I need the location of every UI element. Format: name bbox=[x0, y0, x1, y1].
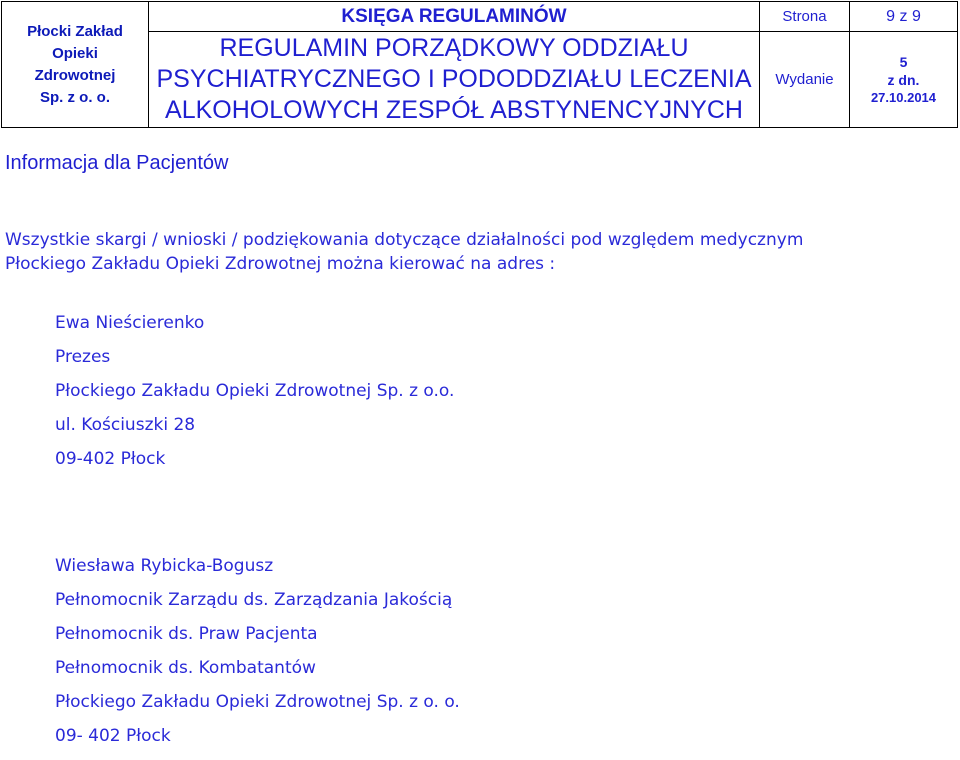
regulation-title-line: ALKOHOLOWYCH ZESPÓŁ ABSTYNENCYJNYCH bbox=[165, 96, 743, 124]
section-title: Informacja dla Pacjentów bbox=[5, 152, 229, 174]
edition-date-prefix: z dn. bbox=[887, 71, 920, 88]
contact-block-president bbox=[55, 313, 454, 483]
contact-line: Płockiego Zakładu Opieki Zdrowotnej Sp. z o. o. bbox=[55, 692, 460, 712]
contact-line: ul. Kościuszki 28 bbox=[55, 415, 196, 435]
regulation-title-line: PSYCHIATRYCZNEGO I PODODDZIAŁU LECZENIA bbox=[156, 65, 752, 93]
page-label: Strona bbox=[760, 2, 850, 32]
page-number: 9 z 9 bbox=[850, 2, 958, 32]
edition-number: 5 bbox=[899, 53, 908, 70]
contact-line: 09-402 Płock bbox=[55, 449, 166, 469]
org-line: Sp. z o. o. bbox=[40, 88, 110, 106]
contact-line: Pełnomocnik ds. Praw Pacjenta bbox=[55, 624, 318, 644]
contact-line: Pełnomocnik Zarządu ds. Zarządzania Jakością bbox=[55, 590, 453, 610]
contact-block-plenipotentiary bbox=[55, 556, 460, 760]
intro-line: Wszystkie skargi / wnioski / podziękowania dotyczące działalności pod względem medycznym bbox=[5, 230, 804, 250]
contact-line: 09- 402 Płock bbox=[55, 726, 171, 746]
organization-name-cell bbox=[2, 2, 149, 128]
regulation-title-cell bbox=[149, 32, 760, 128]
contact-line: Płockiego Zakładu Opieki Zdrowotnej Sp. z o.o. bbox=[55, 381, 455, 401]
contact-line: Prezes bbox=[55, 347, 111, 367]
edition-cell bbox=[850, 32, 958, 128]
intro-line: Płockiego Zakładu Opieki Zdrowotnej można kierować na adres : bbox=[5, 254, 556, 274]
document-header-table bbox=[1, 1, 958, 128]
intro-text bbox=[5, 228, 945, 276]
contact-line: Ewa Nieścierenko bbox=[55, 313, 205, 333]
book-title: KSIĘGA REGULAMINÓW bbox=[149, 2, 760, 32]
edition-date: 27.10.2014 bbox=[870, 89, 937, 105]
edition-label: Wydanie bbox=[760, 32, 850, 128]
org-line: Opieki bbox=[52, 44, 98, 62]
org-line: Zdrowotnej bbox=[34, 66, 116, 84]
org-line: Płocki Zakład bbox=[27, 22, 123, 40]
contact-line: Wiesława Rybicka-Bogusz bbox=[55, 556, 274, 576]
contact-line: Pełnomocnik ds. Kombatantów bbox=[55, 658, 316, 678]
regulation-title-line: REGULAMIN PORZĄDKOWY ODDZIAŁU bbox=[219, 34, 689, 62]
